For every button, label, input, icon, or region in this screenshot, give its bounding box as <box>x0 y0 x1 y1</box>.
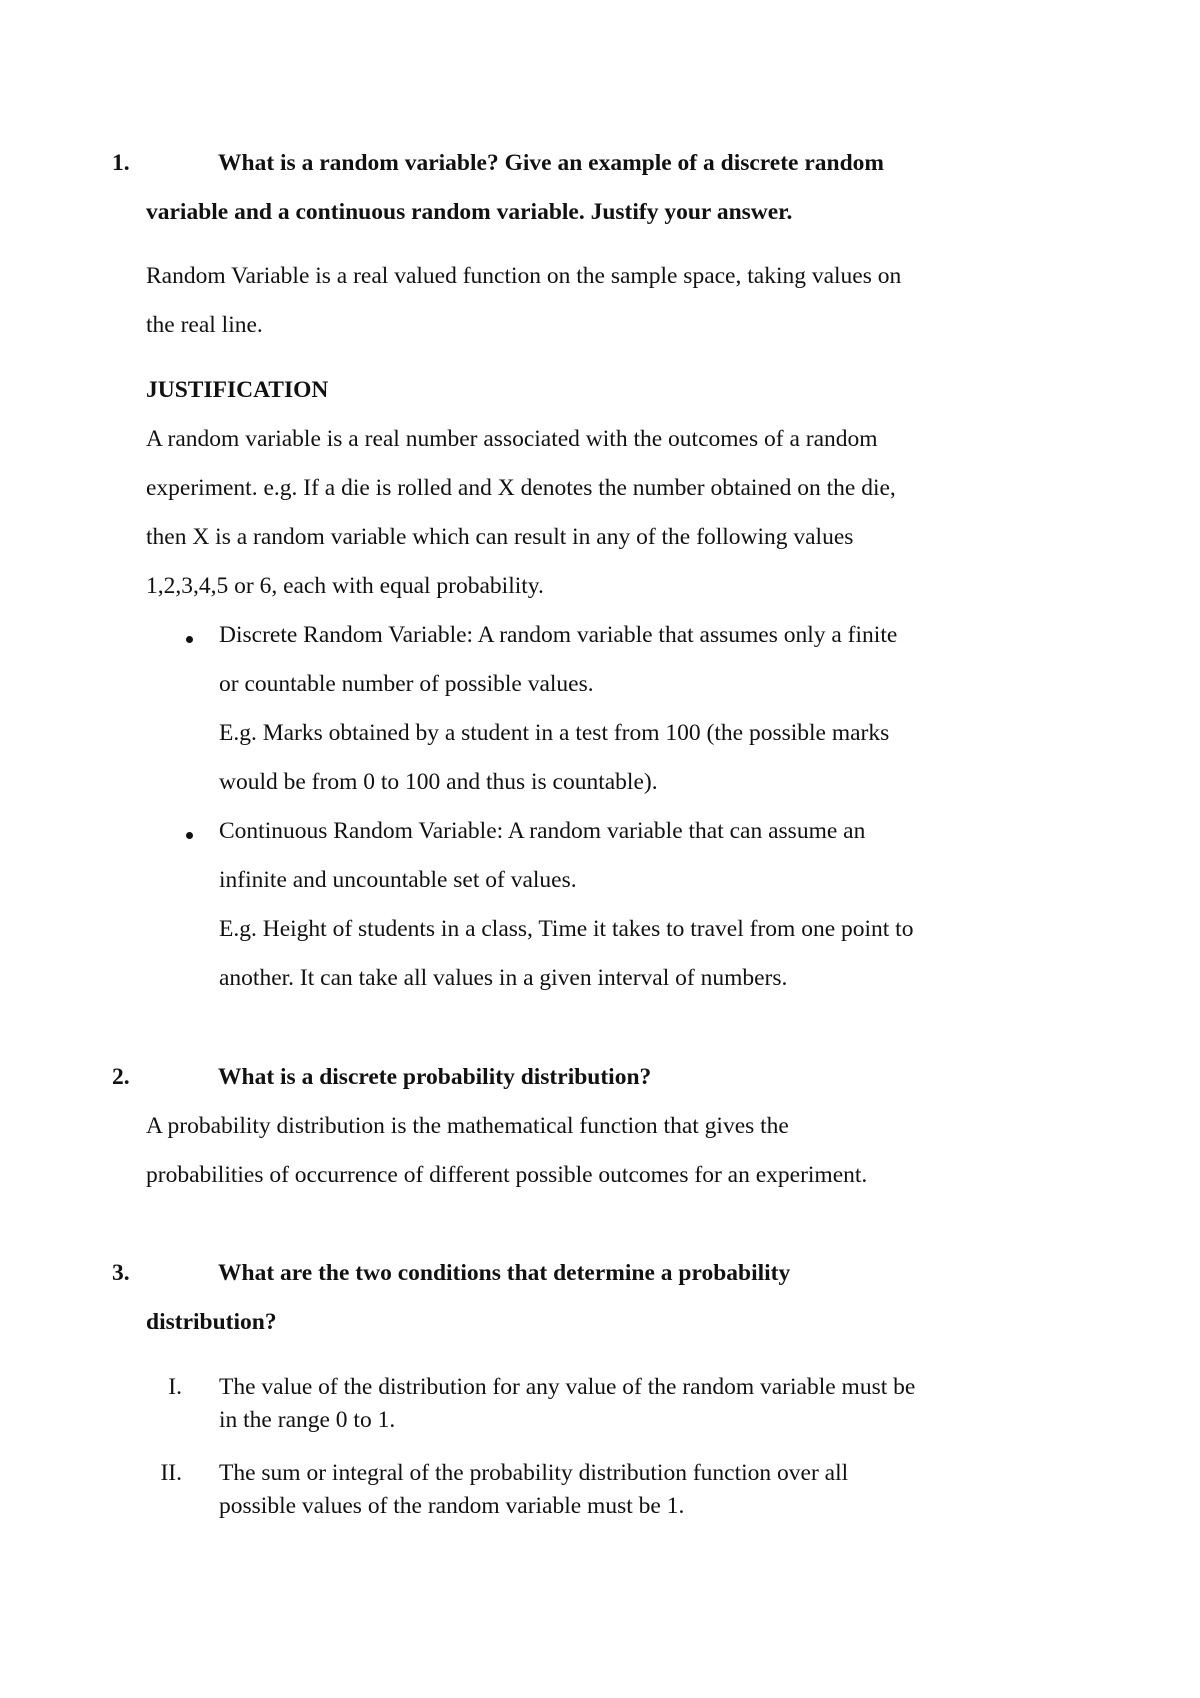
continuous-bullet-line1: Continuous Random Variable: A random variable that can assume an <box>219 818 866 844</box>
continuous-bullet-line2: infinite and uncountable set of values. <box>219 867 577 893</box>
justification-heading: JUSTIFICATION <box>146 377 329 403</box>
q2-question: What is a discrete probability distribution? <box>218 1064 652 1090</box>
q3-item-numeral: I. <box>168 1374 182 1400</box>
bullet-icon <box>186 832 193 839</box>
q3-number: 3. <box>112 1260 130 1286</box>
justification-line1: A random variable is a real number associated with the outcomes of a random <box>146 426 878 452</box>
continuous-bullet-line3: E.g. Height of students in a class, Time it takes to travel from one point to <box>219 916 914 942</box>
q2-answer-line2: probabilities of occurrence of different possible outcomes for an experiment. <box>146 1162 868 1188</box>
q1-definition-line2: the real line. <box>146 312 263 338</box>
bullet-icon <box>186 636 193 643</box>
q3-item1-line1: The value of the distribution for any value of the random variable must be <box>219 1374 916 1400</box>
q1-question-line2: variable and a continuous random variable. Justify your answer. <box>146 199 793 225</box>
justification-line4: 1,2,3,4,5 or 6, each with equal probability. <box>146 573 544 599</box>
q3-item2-line1: The sum or integral of the probability distribution function over all <box>219 1460 849 1486</box>
continuous-bullet-line4: another. It can take all values in a given interval of numbers. <box>219 965 788 991</box>
discrete-bullet-line1: Discrete Random Variable: A random variable that assumes only a finite <box>219 622 898 648</box>
discrete-bullet-line3: E.g. Marks obtained by a student in a test from 100 (the possible marks <box>219 720 890 746</box>
q3-question-line1: What are the two conditions that determine a probability <box>218 1260 791 1286</box>
q1-question-line1: What is a random variable? Give an example of a discrete random <box>218 150 885 176</box>
q3-question-line2: distribution? <box>146 1309 277 1335</box>
q3-item-numeral: II. <box>160 1460 182 1486</box>
q3-item1-line2: in the range 0 to 1. <box>219 1407 396 1433</box>
q2-answer-line1: A probability distribution is the mathematical function that gives the <box>146 1113 789 1139</box>
discrete-bullet-line4: would be from 0 to 100 and thus is countable). <box>219 769 658 795</box>
discrete-bullet-line2: or countable number of possible values. <box>219 671 594 697</box>
justification-line2: experiment. e.g. If a die is rolled and X denotes the number obtained on the die, <box>146 475 896 501</box>
q3-item2-line2: possible values of the random variable must be 1. <box>219 1493 685 1519</box>
q2-number: 2. <box>112 1064 130 1090</box>
q1-number: 1. <box>112 150 130 176</box>
justification-line3: then X is a random variable which can result in any of the following values <box>146 524 854 550</box>
q1-definition-line1: Random Variable is a real valued function on the sample space, taking values on <box>146 263 902 289</box>
